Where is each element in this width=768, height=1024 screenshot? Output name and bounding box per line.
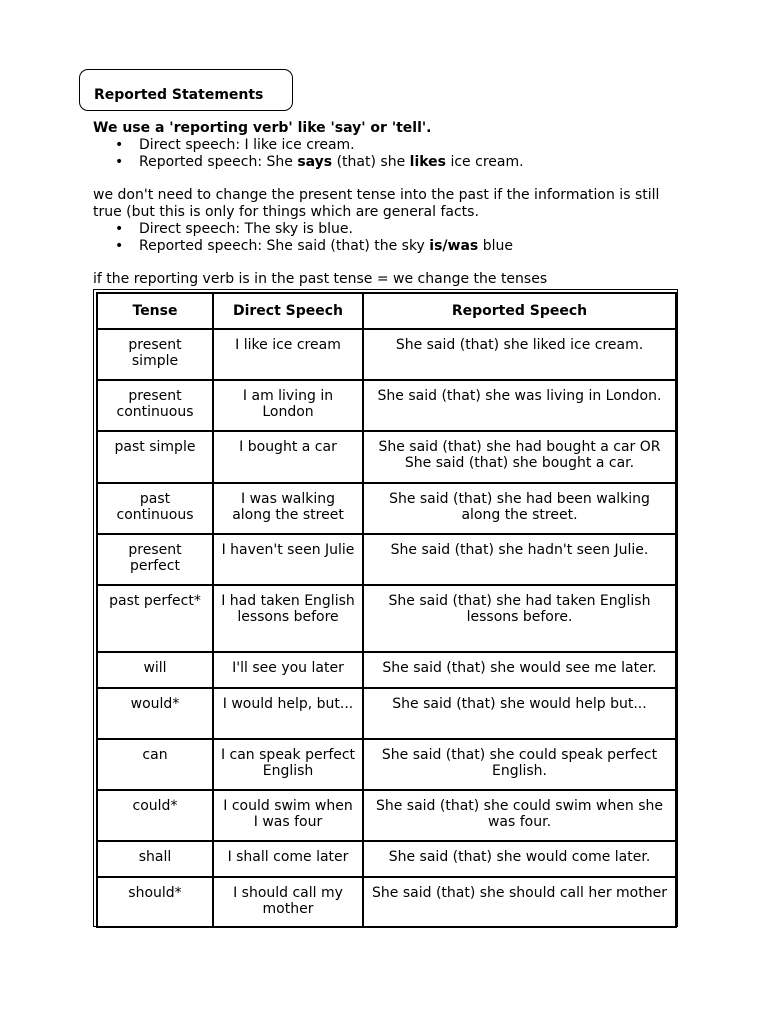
table-row <box>97 739 676 790</box>
general-facts-paragraph: we don't need to change the present tense into the past if the information is still true (but this is only for things which are general facts. <box>93 187 660 220</box>
intro-section <box>93 120 693 171</box>
text-segment: (that) she <box>332 154 410 170</box>
tense-cell: will <box>97 652 213 688</box>
table-row <box>97 688 676 739</box>
tense-cell: should* <box>97 877 213 927</box>
direct-cell: I had taken English lessons before <box>213 585 363 652</box>
direct-cell: I would help, but... <box>213 688 363 739</box>
table-header-row <box>97 293 676 329</box>
table-row <box>97 483 676 534</box>
direct-cell: I bought a car <box>213 431 363 483</box>
intro-bullet-reported <box>93 154 693 171</box>
table-row <box>97 877 676 927</box>
reported-cell: She said (that) she liked ice cream. <box>363 329 676 380</box>
tense-table <box>96 292 677 928</box>
tense-cell: would* <box>97 688 213 739</box>
tense-cell: past continuous <box>97 483 213 534</box>
intro-heading: We use a 'reporting verb' like 'say' or 'tell'. <box>93 120 432 136</box>
direct-cell: I was walking along the street <box>213 483 363 534</box>
tense-cell: past perfect* <box>97 585 213 652</box>
table-row <box>97 329 676 380</box>
direct-cell: I like ice cream <box>213 329 363 380</box>
table-row <box>97 431 676 483</box>
direct-cell: I'll see you later <box>213 652 363 688</box>
table-row <box>97 652 676 688</box>
table-row <box>97 380 676 431</box>
table-row <box>97 585 676 652</box>
table-row <box>97 790 676 841</box>
direct-cell: I am living in London <box>213 380 363 431</box>
intro-bullet-list <box>93 137 693 171</box>
bold-segment: says <box>297 154 333 170</box>
reported-cell: She said (that) she had taken English lessons before. <box>363 585 676 652</box>
tense-cell: present continuous <box>97 380 213 431</box>
intro-bullet-direct: • Direct speech: I like ice cream. <box>93 137 693 154</box>
reported-cell: She said (that) she hadn't seen Julie. <box>363 534 676 585</box>
tense-cell: present perfect <box>97 534 213 585</box>
header-tense: Tense <box>97 293 213 329</box>
header-reported-speech: Reported Speech <box>363 293 676 329</box>
tense-cell: present simple <box>97 329 213 380</box>
bold-segment: is/was <box>429 238 479 254</box>
direct-cell: I should call my mother <box>213 877 363 927</box>
bold-segment: likes <box>409 154 447 170</box>
reported-cell: She said (that) she was living in London. <box>363 380 676 431</box>
general-facts-bullet-list <box>93 221 683 255</box>
direct-cell: I could swim when I was four <box>213 790 363 841</box>
direct-cell: I haven't seen Julie <box>213 534 363 585</box>
general-facts-section <box>93 187 683 255</box>
facts-bullet-reported <box>93 238 683 255</box>
header-direct-speech: Direct Speech <box>213 293 363 329</box>
text-segment: blue <box>478 238 513 254</box>
reported-cell: She said (that) she would come later. <box>363 841 676 877</box>
text-segment: Reported speech: She <box>139 154 298 170</box>
table-row <box>97 841 676 877</box>
reported-cell: She said (that) she had been walking along the street. <box>363 483 676 534</box>
tense-cell: can <box>97 739 213 790</box>
reported-cell: She said (that) she could speak perfect English. <box>363 739 676 790</box>
tense-cell: past simple <box>97 431 213 483</box>
tense-cell: could* <box>97 790 213 841</box>
reported-cell: She said (that) she should call her mother <box>363 877 676 927</box>
reported-cell: She said (that) she could swim when she was four. <box>363 790 676 841</box>
reported-cell: She said (that) she would help but... <box>363 688 676 739</box>
tense-table-frame <box>93 289 678 927</box>
title-box <box>79 69 293 111</box>
text-segment: Reported speech: She said (that) the sky <box>139 238 430 254</box>
page-title: Reported Statements <box>94 87 264 103</box>
reported-cell: She said (that) she would see me later. <box>363 652 676 688</box>
tense-cell: shall <box>97 841 213 877</box>
table-row <box>97 534 676 585</box>
text-segment: ice cream. <box>446 154 524 170</box>
facts-bullet-direct: • Direct speech: The sky is blue. <box>93 221 683 238</box>
direct-cell: I can speak perfect English <box>213 739 363 790</box>
direct-cell: I shall come later <box>213 841 363 877</box>
past-tense-rule: if the reporting verb is in the past tense = we change the tenses <box>93 271 548 287</box>
reported-cell: She said (that) she had bought a car OR She said (that) she bought a car. <box>363 431 676 483</box>
